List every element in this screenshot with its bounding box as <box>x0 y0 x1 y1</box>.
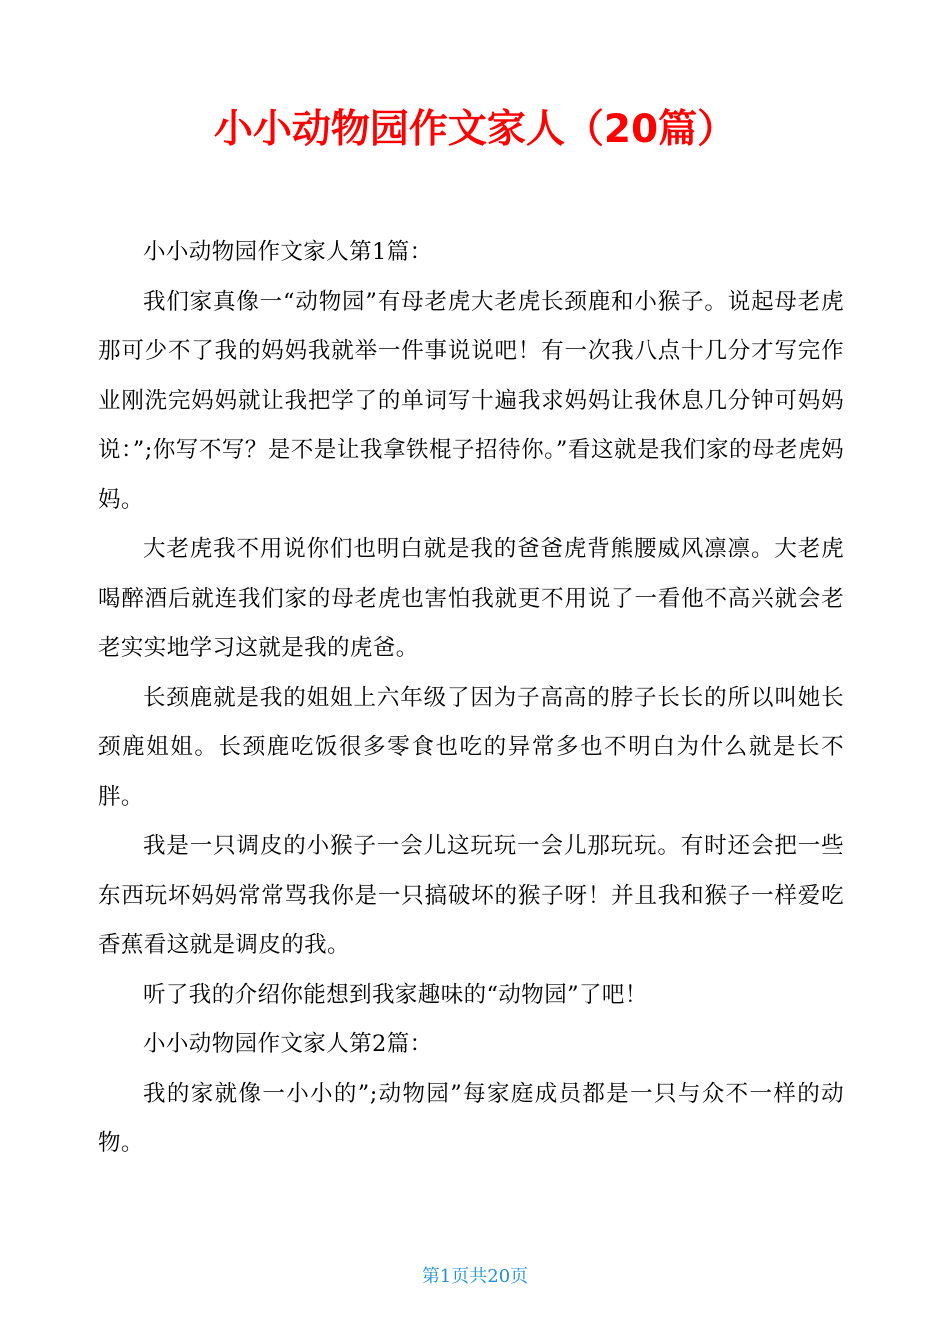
body-paragraph: 长颈鹿就是我的姐姐上六年级了因为子高高的脖子长长的所以叫她长颈鹿姐姐。长颈鹿吃饭很多零食也吃的异常多也不明白为什么就是长不胖。 <box>98 684 844 810</box>
body-paragraph: 我们家真像一“动物园”有母老虎大老虎长颈鹿和小猴子。说起母老虎那可少不了我的妈妈我就举一件事说说吧！有一次我八点十几分才写完作业刚洗完妈妈就让我把学了的单词写十遍我求妈妈让我休息几分钟可妈妈说：”;你写不写？是不是让我拿铁棍子招待你。”看这就是我们家的母老虎妈妈。 <box>98 288 844 513</box>
body-paragraph: 我是一只调皮的小猴子一会儿这玩玩一会儿那玩玩。有时还会把一些东西玩坏妈妈常常骂我你是一只搞破坏的猴子呀！并且我和猴子一样爱吃香蕉看这就是调皮的我。 <box>98 833 844 958</box>
section-heading: 小小动物园作文家人第1篇： <box>143 239 433 265</box>
body-paragraph: 我的家就像一小小的”;动物园”每家庭成员都是一只与众不一样的动物。 <box>98 1080 844 1156</box>
document-body <box>98 228 844 1169</box>
body-paragraph: 听了我的介绍你能想到我家趣味的“动物园”了吧！ <box>143 981 648 1008</box>
body-paragraph: 大老虎我不用说你们也明白就是我的爸爸虎背熊腰威风凛凛。大老虎喝醉酒后就连我们家的母老虎也害怕我就更不用说了一看他不高兴就会老老实实地学习这就是我的虎爸。 <box>98 536 844 661</box>
section-heading: 小小动物园作文家人第2篇： <box>143 1031 433 1057</box>
document-title: 小小动物园作文家人（20篇） <box>213 107 737 152</box>
page-footer: 第1页共20页 <box>421 1266 529 1287</box>
